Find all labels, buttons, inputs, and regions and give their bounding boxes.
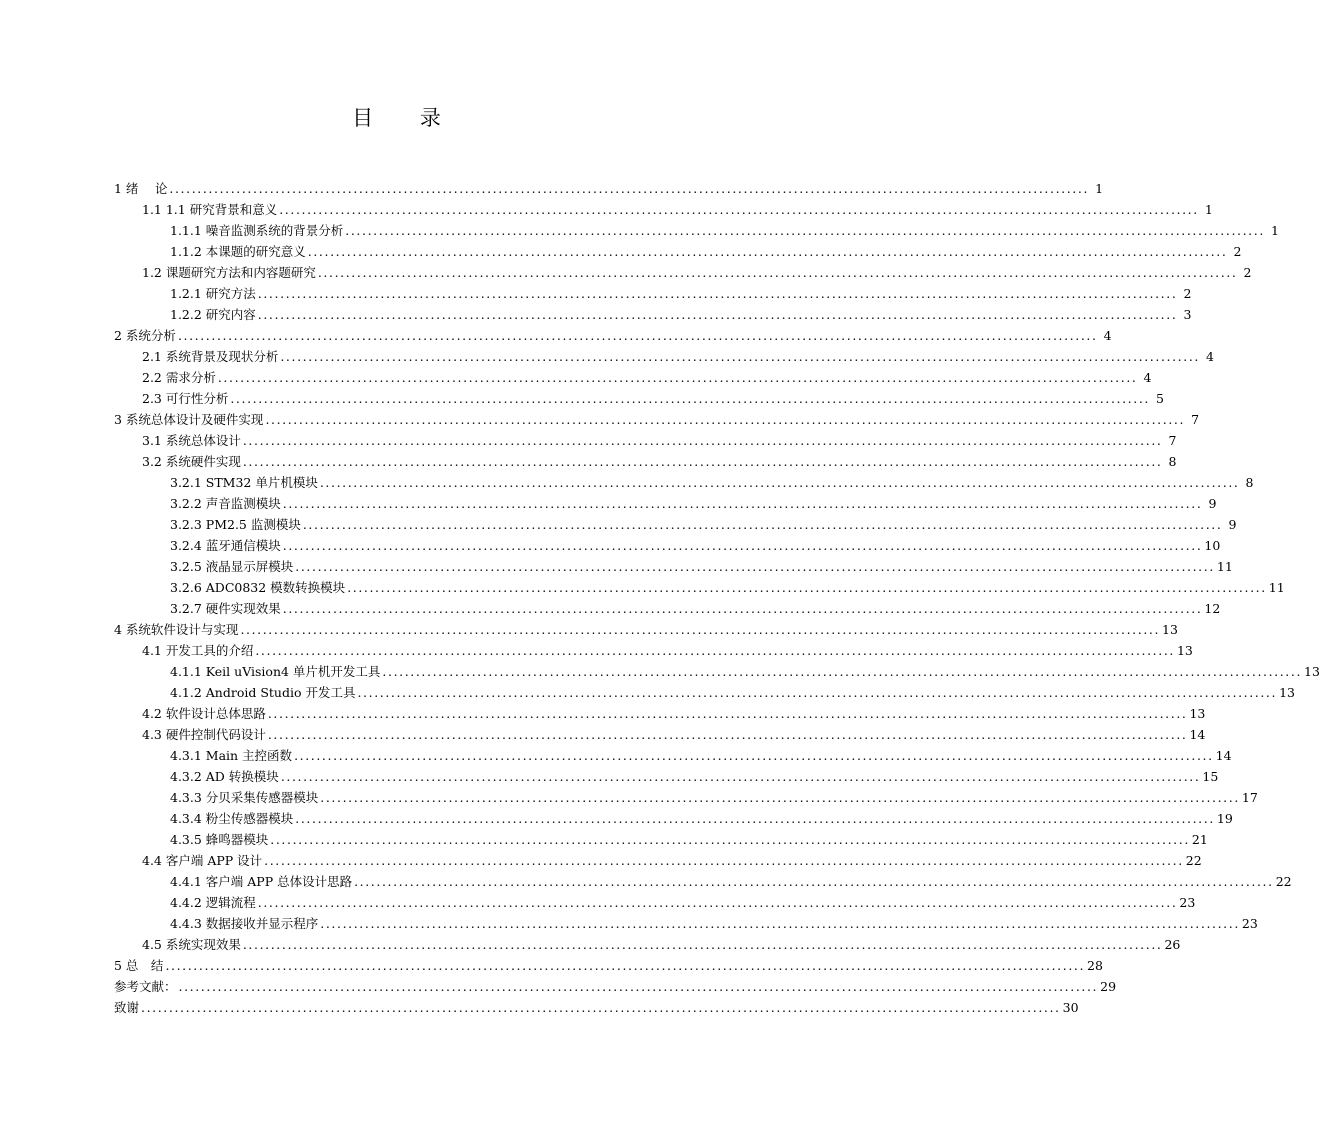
toc-entry-page-number: 3 [1183, 307, 1192, 322]
dot-leader: ..................................................................................................................................................................... [169, 181, 1090, 196]
dot-leader: ..................................................................................................................................................................... [302, 517, 1223, 532]
toc-entry[interactable] [114, 325, 1112, 346]
toc-entry-label: 2.3 可行性分析 [142, 391, 229, 406]
toc-entry[interactable] [114, 472, 1254, 493]
dot-leader: ..................................................................................................................................................................... [294, 748, 1214, 763]
toc-entry[interactable] [114, 598, 1221, 619]
toc-entry-page-number: 22 [1275, 874, 1292, 889]
dot-leader: ..................................................................................................................................................................... [307, 244, 1228, 259]
toc-entry-page-number: 11 [1216, 559, 1233, 574]
toc-entry[interactable] [114, 262, 1252, 283]
dot-leader: ..................................................................................................................................................................... [279, 202, 1199, 217]
toc-entry-label: 3.2.2 声音监测模块 [170, 496, 281, 511]
toc-entry[interactable] [114, 178, 1104, 199]
toc-entry-label: 2 系统分析 [114, 328, 176, 343]
toc-entry-page-number: 13 [1189, 706, 1206, 721]
dot-leader: ..................................................................................................................................................................... [382, 664, 1303, 679]
toc-entry-label: 参考文献： [114, 979, 177, 994]
toc-entry-label: 4.3.1 Main 主控函数 [170, 748, 293, 763]
dot-leader: ..................................................................................................................................................................... [178, 979, 1099, 994]
toc-entry-page-number: 26 [1164, 937, 1181, 952]
toc-entry-page-number: 4 [1143, 370, 1152, 385]
toc-entry-label: 3.2 系统硬件实现 [142, 454, 241, 469]
toc-entry-page-number: 1 [1095, 181, 1104, 196]
dot-leader: ..................................................................................................................................................................... [257, 307, 1178, 322]
toc-entry-label: 1.1.1 噪音监测系统的背景分析 [170, 223, 344, 238]
toc-entry-label: 4.4.2 逻辑流程 [170, 895, 256, 910]
toc-entry-page-number: 8 [1168, 454, 1177, 469]
dot-leader: ..................................................................................................................................................................... [317, 265, 1238, 280]
dot-leader: ..................................................................................................................................................................... [282, 496, 1203, 511]
dot-leader: ..................................................................................................................................................................... [354, 874, 1274, 889]
toc-entry-page-number: 8 [1245, 475, 1254, 490]
dot-leader: ..................................................................................................................................................................... [242, 937, 1163, 952]
toc-entry-label: 3.2.5 液晶显示屏模块 [170, 559, 294, 574]
toc-entry[interactable] [114, 640, 1193, 661]
toc-entry[interactable] [114, 829, 1208, 850]
toc-entry-label: 4.2 软件设计总体思路 [142, 706, 266, 721]
toc-entry-page-number: 30 [1062, 1000, 1079, 1015]
toc-entry[interactable] [114, 745, 1232, 766]
dot-leader: ..................................................................................................................................................................... [240, 622, 1161, 637]
dot-leader: ..................................................................................................................................................................... [217, 370, 1138, 385]
toc-entry-label: 3.2.4 蓝牙通信模块 [170, 538, 281, 553]
dot-leader: ..................................................................................................................................................................... [280, 349, 1200, 364]
toc-entry[interactable] [114, 388, 1164, 409]
toc-entry-page-number: 29 [1100, 979, 1117, 994]
toc-entry[interactable] [114, 304, 1192, 325]
dot-leader: ..................................................................................................................................................................... [242, 454, 1163, 469]
dot-leader: ..................................................................................................................................................................... [165, 958, 1086, 973]
toc-entry-label: 4.4.3 数据接收并显示程序 [170, 916, 319, 931]
toc-entry-page-number: 1 [1204, 202, 1213, 217]
toc-entry[interactable] [114, 913, 1258, 934]
toc-entry[interactable] [114, 892, 1196, 913]
toc-entry-page-number: 9 [1208, 496, 1217, 511]
toc-entry-page-number: 2 [1183, 286, 1192, 301]
toc-entry[interactable] [114, 787, 1258, 808]
toc-entry-label: 3.2.1 STM32 单片机模块 [170, 475, 318, 490]
dot-leader: ..................................................................................................................................................................... [357, 685, 1278, 700]
dot-leader: ..................................................................................................................................................................... [255, 643, 1175, 658]
toc-entry-page-number: 23 [1179, 895, 1196, 910]
toc-entry-label: 3 系统总体设计及硬件实现 [114, 412, 264, 427]
toc-entry-label: 4.4.1 客户端 APP 总体设计思路 [170, 874, 353, 889]
toc-entry[interactable] [114, 997, 1079, 1018]
toc-entry[interactable] [114, 199, 1213, 220]
toc-entry-label: 4.5 系统实现效果 [142, 937, 241, 952]
dot-leader: ..................................................................................................................................................................... [267, 727, 1188, 742]
toc-entry-page-number: 19 [1216, 811, 1233, 826]
toc-entry-label: 4.3.4 粉尘传感器模块 [170, 811, 294, 826]
toc-entry-page-number: 1 [1270, 223, 1279, 238]
toc-entry-label: 1.2.2 研究内容 [170, 307, 256, 322]
toc-entry-label: 3.2.6 ADC0832 模数转换模块 [170, 580, 346, 595]
toc-entry[interactable] [114, 724, 1206, 745]
toc-entry-page-number: 14 [1215, 748, 1232, 763]
toc-entry-label: 1 绪 论 [114, 181, 168, 196]
dot-leader: ..................................................................................................................................................................... [347, 580, 1267, 595]
dot-leader: ..................................................................................................................................................................... [265, 412, 1186, 427]
toc-entry-label: 1.1 1.1 研究背景和意义 [142, 202, 278, 217]
dot-leader: ..................................................................................................................................................................... [242, 433, 1163, 448]
toc-entry-label: 5 总 结 [114, 958, 164, 973]
toc-entry-label: 4.1.2 Android Studio 开发工具 [170, 685, 356, 700]
toc-entry-label: 4 系统软件设计与实现 [114, 622, 239, 637]
toc-entry[interactable] [114, 955, 1103, 976]
toc-entry-label: 4.1.1 Keil uVision4 单片机开发工具 [170, 664, 381, 679]
toc-entry-page-number: 21 [1191, 832, 1208, 847]
dot-leader: ..................................................................................................................................................................... [282, 538, 1203, 553]
toc-entry[interactable] [114, 409, 1200, 430]
toc-entry-page-number: 13 [1176, 643, 1193, 658]
toc-entry-page-number: 13 [1279, 685, 1295, 700]
dot-leader: ..................................................................................................................................................................... [282, 601, 1203, 616]
toc-entry-label: 4.1 开发工具的介绍 [142, 643, 254, 658]
dot-leader: ..................................................................................................................................................................... [280, 769, 1201, 784]
toc-entry[interactable] [114, 850, 1202, 871]
toc-entry[interactable] [114, 451, 1177, 472]
toc-entry[interactable] [114, 367, 1152, 388]
toc-entry-label: 4.3 硬件控制代码设计 [142, 727, 266, 742]
toc-entry[interactable] [114, 682, 1295, 703]
toc-entry[interactable] [114, 808, 1233, 829]
toc-entry-label: 3.2.7 硬件实现效果 [170, 601, 281, 616]
toc-entry-page-number: 13 [1304, 664, 1320, 679]
toc-entry-label: 1.2 课题研究方法和内容题研究 [142, 265, 316, 280]
toc-entry-label: 3.2.3 PM2.5 监测模块 [170, 517, 301, 532]
toc-entry-label: 4.3.3 分贝采集传感器模块 [170, 790, 319, 805]
dot-leader: ..................................................................................................................................................................... [141, 1000, 1061, 1015]
toc-entry-label: 3.1 系统总体设计 [142, 433, 241, 448]
dot-leader: ..................................................................................................................................................................... [257, 286, 1178, 301]
toc-entry[interactable] [114, 514, 1237, 535]
toc-entry[interactable] [114, 619, 1178, 640]
toc-entry-page-number: 28 [1087, 958, 1103, 973]
toc-entry-page-number: 2 [1243, 265, 1252, 280]
toc-entry[interactable] [114, 871, 1292, 892]
toc-entry[interactable] [114, 241, 1242, 262]
toc-entry-page-number: 14 [1189, 727, 1206, 742]
dot-leader: ..................................................................................................................................................................... [257, 895, 1178, 910]
dot-leader: ..................................................................................................................................................................... [270, 832, 1190, 847]
toc-entry-label: 2.1 系统背景及现状分析 [142, 349, 279, 364]
toc-entry-page-number: 9 [1228, 517, 1237, 532]
toc-title: 目 录 [352, 106, 461, 130]
toc-entry-page-number: 23 [1241, 916, 1258, 931]
dot-leader: ..................................................................................................................................................................... [264, 853, 1184, 868]
toc-entry[interactable] [114, 661, 1320, 682]
dot-leader: ..................................................................................................................................................................... [267, 706, 1188, 721]
toc-entry-page-number: 15 [1202, 769, 1219, 784]
toc-entry[interactable] [114, 703, 1206, 724]
toc-entry-page-number: 4 [1103, 328, 1112, 343]
toc-entry[interactable] [114, 556, 1233, 577]
toc-entry[interactable] [114, 577, 1285, 598]
toc-entry[interactable] [114, 220, 1279, 241]
dot-leader: ..................................................................................................................................................................... [295, 559, 1215, 574]
toc-entry[interactable] [114, 976, 1117, 997]
toc-entry[interactable] [114, 766, 1219, 787]
toc-entry-label: 4.4 客户端 APP 设计 [142, 853, 263, 868]
toc-entry-label: 1.1.2 本课题的研究意义 [170, 244, 306, 259]
toc-entry-page-number: 5 [1156, 391, 1164, 406]
toc-entry-label: 致谢 [114, 1000, 140, 1015]
toc-entry-page-number: 2 [1233, 244, 1242, 259]
toc-entry[interactable] [114, 346, 1214, 367]
table-of-contents [114, 178, 1320, 1018]
dot-leader: ..................................................................................................................................................................... [345, 223, 1265, 238]
dot-leader: ..................................................................................................................................................................... [295, 811, 1215, 826]
dot-leader: ..................................................................................................................................................................... [320, 916, 1240, 931]
toc-entry-page-number: 17 [1241, 790, 1258, 805]
toc-entry-label: 4.3.2 AD 转换模块 [170, 769, 279, 784]
toc-entry-page-number: 7 [1168, 433, 1177, 448]
toc-entry[interactable] [114, 430, 1177, 451]
toc-entry[interactable] [114, 535, 1221, 556]
toc-entry[interactable] [114, 493, 1217, 514]
toc-entry-label: 2.2 需求分析 [142, 370, 216, 385]
dot-leader: ..................................................................................................................................................................... [319, 475, 1240, 490]
toc-entry-label: 1.2.1 研究方法 [170, 286, 256, 301]
toc-entry-page-number: 22 [1185, 853, 1202, 868]
toc-entry-label: 4.3.5 蜂鸣器模块 [170, 832, 269, 847]
toc-entry[interactable] [114, 283, 1192, 304]
toc-entry-page-number: 12 [1204, 601, 1221, 616]
toc-entry-page-number: 4 [1206, 349, 1214, 364]
toc-entry-page-number: 10 [1204, 538, 1221, 553]
toc-entry-page-number: 13 [1162, 622, 1178, 637]
dot-leader: ..................................................................................................................................................................... [230, 391, 1150, 406]
toc-entry[interactable] [114, 934, 1181, 955]
dot-leader: ..................................................................................................................................................................... [177, 328, 1098, 343]
toc-entry-page-number: 7 [1191, 412, 1200, 427]
dot-leader: ..................................................................................................................................................................... [320, 790, 1240, 805]
toc-entry-page-number: 11 [1268, 580, 1285, 595]
